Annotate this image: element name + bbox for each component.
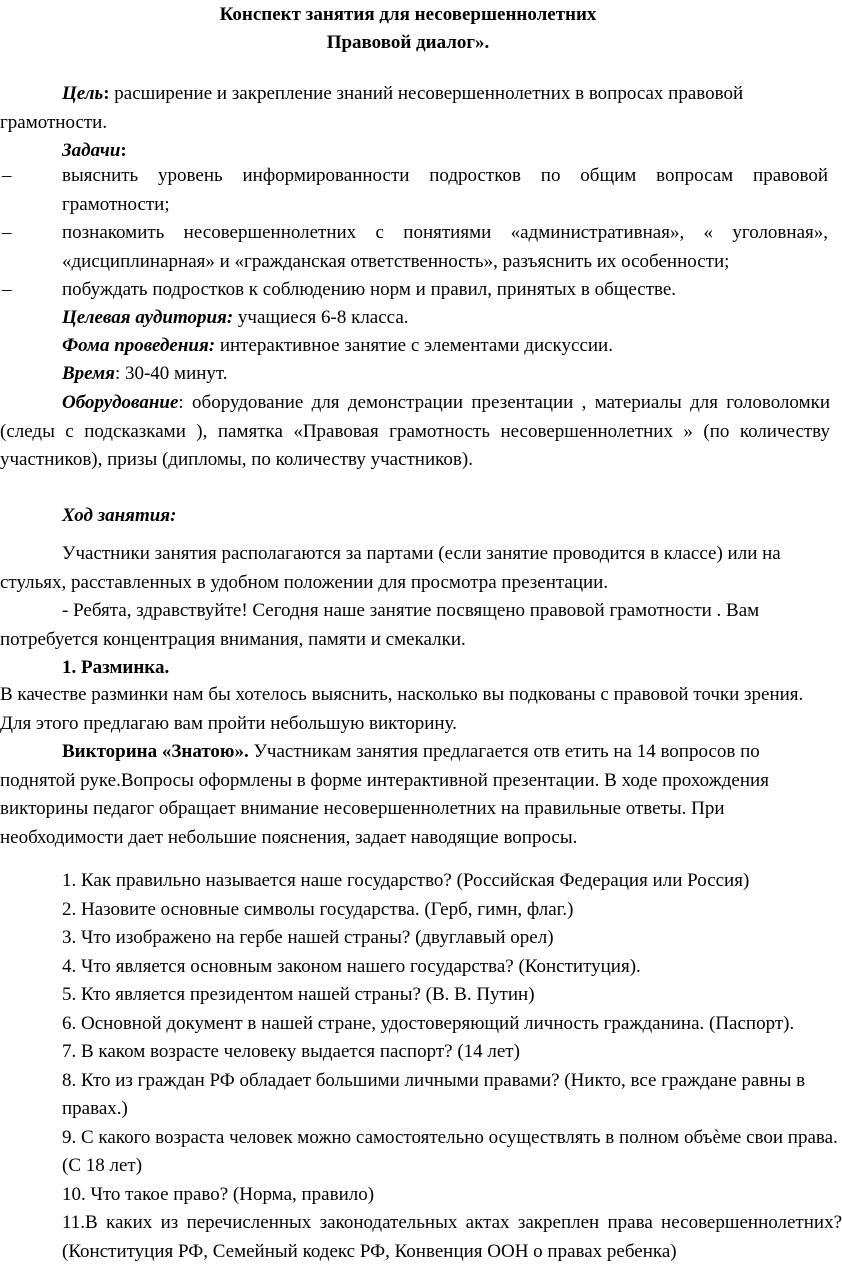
task-text: познакомить несовершеннолетних с понятиями «административная», « уголовная», «дисциплинарная» и «гражданская ответственность», разъяснить их особенности; xyxy=(62,222,828,272)
question-item: 9. С какого возраста человек можно самостоятельно осуществлять в полном объѐме свои права. (С 18 лет) xyxy=(62,1126,838,1176)
question-item: 10. Что такое право? (Норма, правило) xyxy=(62,1183,375,1205)
question-item: 8. Кто из граждан РФ обладает большими личными правами? (Никто, все граждане равны в правах.) xyxy=(62,1069,806,1119)
warmup-heading-text: 1. Разминка. xyxy=(62,657,170,678)
form-text: интерактивное занятие с элементами дискуссии. xyxy=(215,335,613,356)
dash-bullet: – xyxy=(2,165,12,186)
time-label: Время xyxy=(62,363,115,384)
equipment-label: Оборудование xyxy=(62,392,179,413)
course-heading xyxy=(0,502,830,531)
document-subtitle: Правовой диалог». xyxy=(326,32,490,53)
goal-text: расширение и закрепление знаний несовершеннолетних в вопросах правовой грамотности. xyxy=(0,83,744,133)
question-item: 6. Основной документ в нашей стране, удостоверяющий личность гражданина. (Паспорт). xyxy=(62,1012,795,1034)
quiz-paragraph xyxy=(0,738,830,852)
task-item xyxy=(0,162,830,219)
question-item: 5. Кто является президентом нашей страны? (В. В. Путин) xyxy=(62,984,535,1005)
task-text: выяснить уровень информированности подростков по общим вопросам правовой грамотности; xyxy=(62,165,828,215)
audience-text: учащиеся 6-8 класса. xyxy=(233,307,409,328)
tasks-colon: : xyxy=(120,140,127,161)
equipment-text: : оборудование для демонстрации презентации , материалы для головоломки (следы с подсказками ), памятка «Правовая грамотность несовершеннолетних » (по количеству участников), призы (дипломы, по количеству участников). xyxy=(0,392,830,470)
course-paragraph-2: - Ребята, здравствуйте! Сегодня наше занятие посвящено правовой грамотности . Вам потребуется концентрация внимания, памяти и смекалки. xyxy=(0,600,760,650)
form-line xyxy=(0,332,830,361)
dash-bullet: – xyxy=(2,279,12,300)
course-heading-text: Ход занятия: xyxy=(62,505,177,526)
question-item: 4. Что является основным законом нашего государства? (Конституция). xyxy=(62,955,641,977)
audience-label: Целевая аудитория: xyxy=(62,307,234,328)
time-text: : 30-40 минут. xyxy=(114,363,228,384)
task-item xyxy=(0,219,830,276)
goal-paragraph xyxy=(0,80,830,137)
dash-bullet: – xyxy=(2,222,12,243)
equipment-paragraph xyxy=(0,389,830,475)
warmup-heading xyxy=(0,654,830,683)
task-item xyxy=(0,276,830,305)
goal-label: Цель xyxy=(62,83,104,104)
task-text: побуждать подростков к соблюдению норм и правил, принятых в обществе. xyxy=(62,279,677,300)
tasks-label: Задачи xyxy=(62,140,121,161)
audience-line xyxy=(0,304,830,333)
form-label: Фома проведения: xyxy=(62,335,216,356)
question-list xyxy=(62,867,842,1266)
quiz-text: Участникам занятия предлагается отв етить на 14 вопросов по поднятой руке.Вопросы оформлены в форме интерактивной презентации. В ходе прохождения викторины педагог обращает внимание несовершеннолетних на правильные ответы. При необходимости дает небольшие пояснения, задает наводящие вопросы. xyxy=(0,741,769,848)
document-title: Конспект занятия для несовершеннолетних xyxy=(219,4,597,25)
time-line xyxy=(0,360,830,389)
quiz-label: Викторина «Знатою». xyxy=(62,741,249,762)
question-item: 3. Что изображено на гербе нашей страны? (двуглавый орел) xyxy=(62,927,554,948)
question-item: 1. Как правильно называется наше государство? (Российская Федерация или Россия) xyxy=(62,870,750,891)
course-paragraph-1: Участники занятия располагаются за партами (если занятие проводится в классе) или на стульях, расставленных в удобном положении для просмотра презентации. xyxy=(0,543,781,593)
question-item: 7. В каком возрасте человеку выдается паспорт? (14 лет) xyxy=(62,1041,520,1062)
goal-colon: : xyxy=(103,83,110,104)
warmup-paragraph: В качестве разминки нам бы хотелось выяснить, насколько вы подкованы с правовой точки зрения. Для этого предлагаю вам пройти небольшую викторину. xyxy=(0,684,804,734)
question-item: 11.В каких из перечисленных законодательных актах закреплен права несовершеннолетних? (Конституция РФ, Семейный кодекс РФ, Конвенция ООН о правах ребенка) xyxy=(62,1212,842,1262)
question-item: 2. Назовите основные символы государства. (Герб, гимн, флаг.) xyxy=(62,898,574,920)
